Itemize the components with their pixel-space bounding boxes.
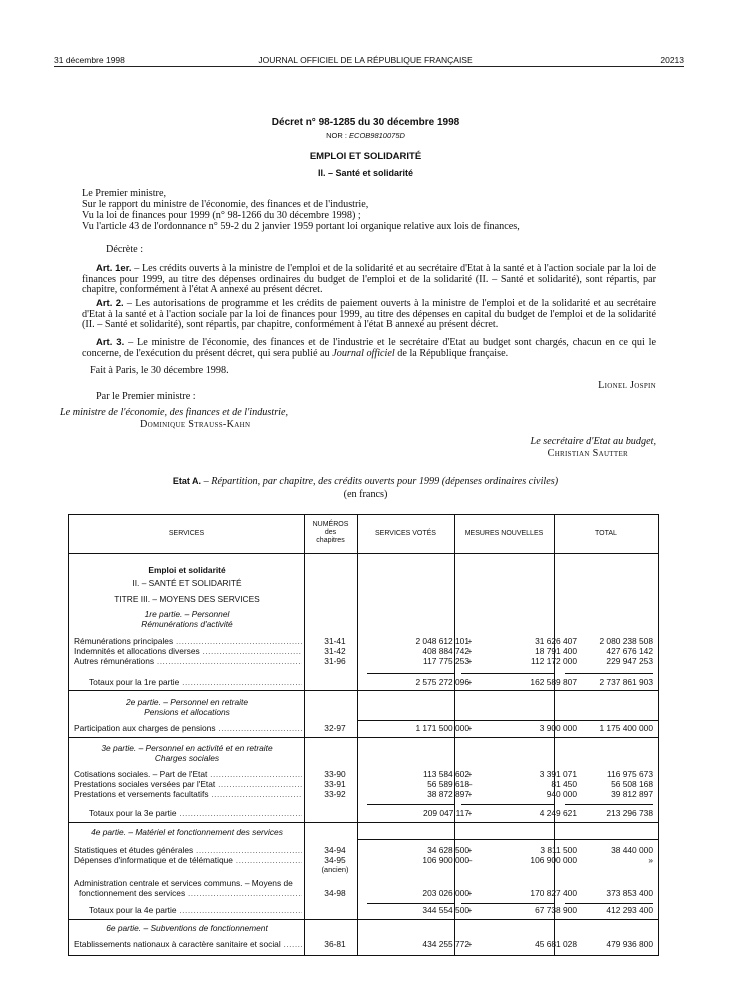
subtotal-rule <box>367 804 454 805</box>
total-sign: + <box>467 808 473 818</box>
row-mesures: 112 172 000 <box>531 656 577 666</box>
preamble-line: Sur le rapport du ministre de l'économie, des finances et de l'industrie, <box>82 199 369 210</box>
row-mesures: 106 900 000 <box>530 855 577 865</box>
part-3-title: 3e partie. – Personnel en activité et en retraite <box>101 743 273 753</box>
part-divider <box>357 720 658 721</box>
secretary-title: Le secrétaire d'Etat au budget, <box>530 436 656 447</box>
subtotal-rule <box>565 804 653 805</box>
article-1 <box>82 264 656 296</box>
total-services-votes: 209 047 117 <box>423 808 469 818</box>
article-text: – Les autorisations de programme et les crédits de paiement ouverts à la ministre de l'emploi et de la solidarité et au secrétaire d'Etat à la santé et à l'action sociale par la loi de finances pour 1999, au titre des dépenses en capital du budget de l'emploi et de la solidarité (II. – Santé et solidarité), sont répartis, par chapitre, conformément à l'état B annexé au présent décret. <box>82 298 656 330</box>
row-total: 56 508 168 <box>611 779 653 789</box>
total-mesures: 67 738 900 <box>535 905 577 915</box>
row-sign: + <box>467 845 473 855</box>
row-chapter: 36-81 <box>324 939 346 949</box>
row-sign: + <box>467 789 473 799</box>
row-services-votes: 113 584 602 <box>423 769 469 779</box>
row-label: Etablissements nationaux à caractère sanitaire et social ..... <box>74 939 302 949</box>
minister-signature: Dominique Strauss-Kahn <box>140 419 251 430</box>
row-total: 229 947 253 <box>606 656 653 666</box>
nor-value: ECOB9810075D <box>349 131 405 140</box>
part-2-subtitle: Pensions et allocations <box>144 707 230 717</box>
row-total: 1 175 400 000 <box>599 723 653 733</box>
col-header-services: SERVICES <box>168 530 205 537</box>
row-chapter: 33-91 <box>324 779 346 789</box>
row-label: Prestations et versements facultatifs ..... <box>74 789 302 799</box>
part-divider <box>357 839 658 840</box>
part-1-title: 1re partie. – Personnel <box>144 609 230 619</box>
row-services-votes: 2 048 612 101 <box>415 636 469 646</box>
fait-a-paris: Fait à Paris, le 30 décembre 1998. <box>90 365 229 376</box>
row-chapter: 31-96 <box>324 656 346 666</box>
subtotal-rule <box>461 804 554 805</box>
row-chapter: 34-95 <box>324 855 346 865</box>
heading-titre: TITRE III. – MOYENS DES SERVICES <box>114 594 260 604</box>
article-label: Art. 2. <box>96 298 124 309</box>
total-total: 2 737 861 903 <box>599 677 653 687</box>
row-sign: + <box>467 723 473 733</box>
article-text: – Les crédits ouverts à la ministre de l'emploi et de la solidarité et au secrétaire d'Etat à la santé et à l'action sociale par la loi de finances pour 1999, au titre des dépenses ordinaires du budget de l'emploi et de la solidarité (II. – Santé et solidarité), sont répartis, par chapitre, conformément à l'état A annexé au présent décret. <box>82 263 656 295</box>
header-date: 31 décembre 1998 <box>54 55 125 65</box>
row-label: Prestations sociales versées par l'Etat ..... <box>74 779 302 789</box>
preamble-line: Vu la loi de finances pour 1999 (n° 98-1266 du 30 décembre 1998) ; <box>82 210 361 221</box>
etat-title <box>0 476 731 488</box>
subtotal-rule <box>461 903 554 904</box>
row-chapter: 33-90 <box>324 769 346 779</box>
total-mesures: 4 249 621 <box>539 808 577 818</box>
row-mesures: 3 811 500 <box>540 845 577 855</box>
total-sign: + <box>467 905 473 915</box>
part-4-title: 4e partie. – Matériel et fonctionnement des services <box>91 827 283 837</box>
row-services-votes: 34 628 500 <box>427 845 469 855</box>
row-mesures: 940 000 <box>546 789 577 799</box>
heading-ministry: Emploi et solidarité <box>148 565 226 575</box>
row-mesures: 170 827 400 <box>530 888 577 898</box>
article-text: – Le ministre de l'économie, des finances et de l'industrie et le secrétaire d'Etat au budget sont chargés, chacun en ce qui le concerne, de l'exécution du présent décret, qui sera publié au <box>82 337 656 359</box>
row-mesures: 31 626 407 <box>535 636 577 646</box>
credits-table <box>68 514 659 956</box>
article-2 <box>82 299 656 331</box>
part-divider <box>69 737 658 738</box>
article-text: de la République française. <box>394 347 509 359</box>
row-mesures: 18 791 400 <box>535 646 577 656</box>
part-3-subtitle: Charges sociales <box>154 753 220 763</box>
row-chapter: 31-41 <box>324 636 346 646</box>
article-3 <box>82 338 656 359</box>
preamble-line: Le Premier ministre, <box>82 188 167 199</box>
row-label: Participation aux charges de pensions ..... <box>74 723 302 733</box>
row-chapter: 32-97 <box>324 723 346 733</box>
row-mesures: 3 900 000 <box>539 723 577 733</box>
row-label: Statistiques et études générales ..... <box>74 845 302 855</box>
total-label: Totaux pour la 4e partie ..... <box>89 905 302 915</box>
journal-name: Journal officiel <box>332 347 395 359</box>
section-title: II. – Santé et solidarité <box>317 168 414 178</box>
col-header-numeros: NUMÉROS <box>312 521 349 528</box>
row-total: 116 975 673 <box>607 769 653 779</box>
part-6-title: 6e partie. – Subventions de fonctionnement <box>106 923 268 933</box>
row-total: 39 812 897 <box>611 789 653 799</box>
row-sign: + <box>467 939 473 949</box>
par-premier-ministre: Par le Premier ministre : <box>96 391 196 402</box>
row-sign: – <box>467 855 473 865</box>
pm-signature: Lionel Jospin <box>598 380 656 391</box>
row-sign: + <box>467 656 473 666</box>
row-chapter: 34-98 <box>324 888 346 898</box>
row-sign: + <box>467 636 473 646</box>
row-sign: – <box>467 779 473 789</box>
row-chapter: 33-92 <box>324 789 346 799</box>
nor-label: NOR : <box>326 131 347 140</box>
row-mesures: 3 391 071 <box>539 769 577 779</box>
col-header-total: TOTAL <box>595 530 617 537</box>
subtotal-rule <box>565 903 653 904</box>
row-services-votes: 106 900 000 <box>422 855 469 865</box>
header-divider <box>69 553 658 554</box>
decree-nor <box>0 131 731 140</box>
total-label: Totaux pour la 3e partie ..... <box>89 808 302 818</box>
row-total: 373 853 400 <box>606 888 653 898</box>
header-journal: JOURNAL OFFICIEL DE LA RÉPUBLIQUE FRANÇAISE <box>258 55 473 65</box>
row-sign: + <box>467 646 473 656</box>
row-services-votes: 1 171 500 000 <box>415 723 469 733</box>
subtotal-rule <box>367 903 454 904</box>
row-mesures: 81 450 <box>551 779 577 789</box>
col-header-des: des <box>324 529 337 536</box>
row-chapter: 34-94 <box>324 845 346 855</box>
col-header-mesures-nouvelles: MESURES NOUVELLES <box>464 530 544 537</box>
minister-title: Le ministre de l'économie, des finances et de l'industrie, <box>60 407 289 418</box>
subtotal-rule <box>461 673 554 674</box>
col-header-chapitres: chapitres <box>316 537 345 544</box>
row-chapter-note: (ancien) <box>321 865 349 874</box>
row-sign: + <box>467 888 473 898</box>
decree-title: Décret n° 98-1285 du 30 décembre 1998 <box>271 117 460 128</box>
total-label: Totaux pour la 1re partie ..... <box>89 677 302 687</box>
part-divider <box>69 822 658 823</box>
part-divider <box>69 690 658 691</box>
row-sign: + <box>467 769 473 779</box>
total-services-votes: 344 554 500 <box>422 905 469 915</box>
part-2-title: 2e partie. – Personnel en retraite <box>126 697 248 707</box>
header-rule <box>54 66 684 67</box>
row-label: Rémunérations principales ..... <box>74 636 302 646</box>
header-page-number: 20213 <box>660 55 684 65</box>
secretary-signature: Christian Sautter <box>547 448 628 459</box>
total-services-votes: 2 575 272 096 <box>415 677 469 687</box>
total-total: 213 296 738 <box>606 808 653 818</box>
etat-unit: (en francs) <box>343 489 388 500</box>
part-divider <box>69 919 658 920</box>
row-label: Administration centrale et services communs. – Moyens de <box>74 878 293 888</box>
row-services-votes: 203 026 000 <box>422 888 469 898</box>
row-services-votes: 38 872 897 <box>427 789 469 799</box>
row-label: Indemnités et allocations diverses ..... <box>74 646 302 656</box>
row-label-continued: fonctionnement des services ..... <box>79 888 302 898</box>
preamble-line: Vu l'article 43 de l'ordonnance n° 59-2 du 2 janvier 1959 portant loi organique relative aux lois de finances, <box>82 221 520 232</box>
row-label: Dépenses d'informatique et de télématique ..... <box>74 855 302 865</box>
row-total: 2 080 238 508 <box>599 636 653 646</box>
article-label: Art. 3. <box>96 337 125 348</box>
heading-section: II. – SANTÉ ET SOLIDARITÉ <box>132 578 242 588</box>
part-1-subtitle: Rémunérations d'activité <box>141 619 233 629</box>
row-label: Cotisations sociales. – Part de l'Etat ..... <box>74 769 302 779</box>
row-total: 479 936 800 <box>606 939 653 949</box>
row-total: » <box>648 855 653 865</box>
etat-description: – Répartition, par chapitre, des crédits ouverts pour 1999 (dépenses ordinaires civiles) <box>201 476 559 487</box>
decrete-label: Décrète : <box>106 244 144 255</box>
row-chapter: 31-42 <box>324 646 346 656</box>
row-services-votes: 434 255 772 <box>422 939 469 949</box>
row-label: Autres rémunérations ..... <box>74 656 302 666</box>
subtotal-rule <box>367 673 454 674</box>
row-mesures: 45 681 028 <box>535 939 577 949</box>
row-total: 38 440 000 <box>611 845 653 855</box>
row-services-votes: 56 589 618 <box>427 779 469 789</box>
total-sign: + <box>467 677 473 687</box>
total-total: 412 293 400 <box>606 905 653 915</box>
subtotal-rule <box>565 673 653 674</box>
row-services-votes: 117 775 253 <box>423 656 469 666</box>
row-services-votes: 408 884 742 <box>422 646 469 656</box>
col-header-services-votes: SERVICES VOTÉS <box>375 530 436 537</box>
row-total: 427 676 142 <box>606 646 653 656</box>
ministry-title: EMPLOI ET SOLIDARITÉ <box>309 151 422 162</box>
etat-label: Etat A. <box>172 476 202 486</box>
article-label: Art. 1er. <box>96 263 132 274</box>
total-mesures: 162 589 807 <box>530 677 577 687</box>
